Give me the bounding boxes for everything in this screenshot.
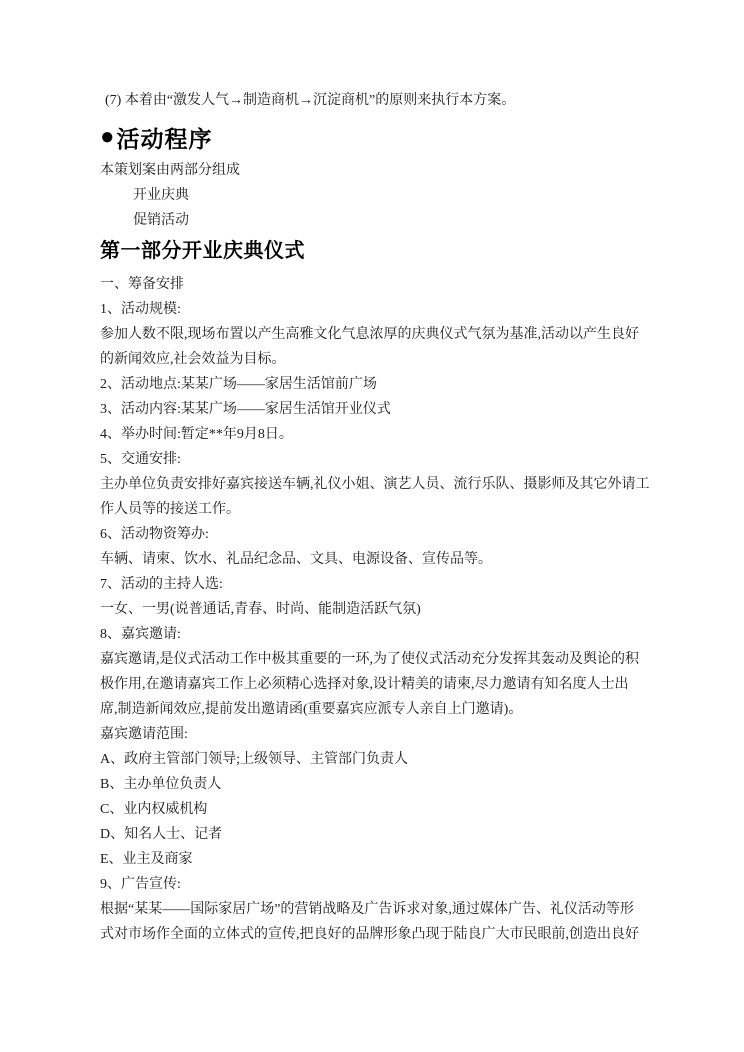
text-line: D、知名人士、记者: [100, 827, 223, 842]
text-line: 根据“某某——国际家居广场”的营销战略及广告诉求对象,通过媒体广告、礼仪活动等形: [100, 902, 634, 917]
text-line: 车辆、请柬、饮水、礼品纪念品、文具、电源设备、宣传品等。: [100, 552, 492, 567]
list-item-promotion: 促销活动: [133, 213, 189, 228]
text-line: 的新闻效应,社会效益为目标。: [100, 352, 286, 367]
text-line: 嘉宾邀请范围:: [100, 727, 188, 742]
text-line: 极作用,在邀请嘉宾工作上必须精心选择对象,设计精美的请柬,尽力邀请有知名度人士出: [100, 677, 629, 692]
bullet-circle-icon: ●: [100, 124, 116, 150]
text-line: C、业内权威机构: [100, 802, 208, 817]
text-line: 作人员等的接送工作。: [100, 502, 240, 517]
text-line: 8、嘉宾邀请:: [100, 627, 181, 642]
text-line: 4、举办时间:暂定**年9月8日。: [100, 427, 293, 442]
text-line: 6、活动物资筹办:: [100, 527, 209, 542]
text-line: 3、活动内容:某某广场——家居生活馆开业仪式: [100, 402, 391, 417]
section-heading-part-one: 第一部分开业庆典仪式: [100, 240, 305, 262]
text-line: 席,制造新闻效应,提前发出邀请函(重要嘉宾应派专人亲自上门邀请)。: [100, 702, 523, 717]
text-line: B、主办单位负责人: [100, 777, 222, 792]
preamble-line: (7) 本着由“激发人气→制造商机→沉淀商机”的原则来执行本方案。: [105, 93, 516, 108]
text-line: 一、筹备安排: [100, 277, 184, 292]
section-body: [100, 272, 654, 947]
text-line: E、业主及商家: [100, 852, 193, 867]
text-line: 主办单位负责安排好嘉宾接送车辆,礼仪小姐、演艺人员、流行乐队、摄影师及其它外请工: [100, 477, 650, 492]
text-line: 一女、一男(说普通话,青春、时尚、能制造活跃气氛): [100, 602, 421, 617]
text-line: 1、活动规模:: [100, 302, 181, 317]
list-item-opening-ceremony: 开业庆典: [133, 188, 189, 203]
text-line: 7、活动的主持人选:: [100, 577, 223, 592]
section-heading-program: [100, 122, 654, 152]
text-line: 嘉宾邀请,是仪式活动工作中极其重要的一环,为了使仪式活动充分发挥其轰动及舆论的积: [100, 652, 639, 667]
text-line: 5、交通安排:: [100, 452, 181, 467]
lead-line: 本策划案由两部分组成: [100, 163, 240, 178]
program-section-title: 活动程序: [116, 126, 213, 152]
text-line: A、政府主管部门领导;上级领导、主管部门负责人: [100, 752, 408, 767]
text-line: 9、广告宣传:: [100, 877, 181, 892]
text-line: 式对市场作全面的立体式的宣传,把良好的品牌形象凸现于陆良广大市民眼前,创造出良好: [100, 927, 639, 942]
text-line: 2、活动地点:某某广场——家居生活馆前广场: [100, 377, 377, 392]
text-line: 参加人数不限,现场布置以产生高雅文化气息浓厚的庆典仪式气氛为基准,活动以产生良好: [100, 327, 639, 342]
